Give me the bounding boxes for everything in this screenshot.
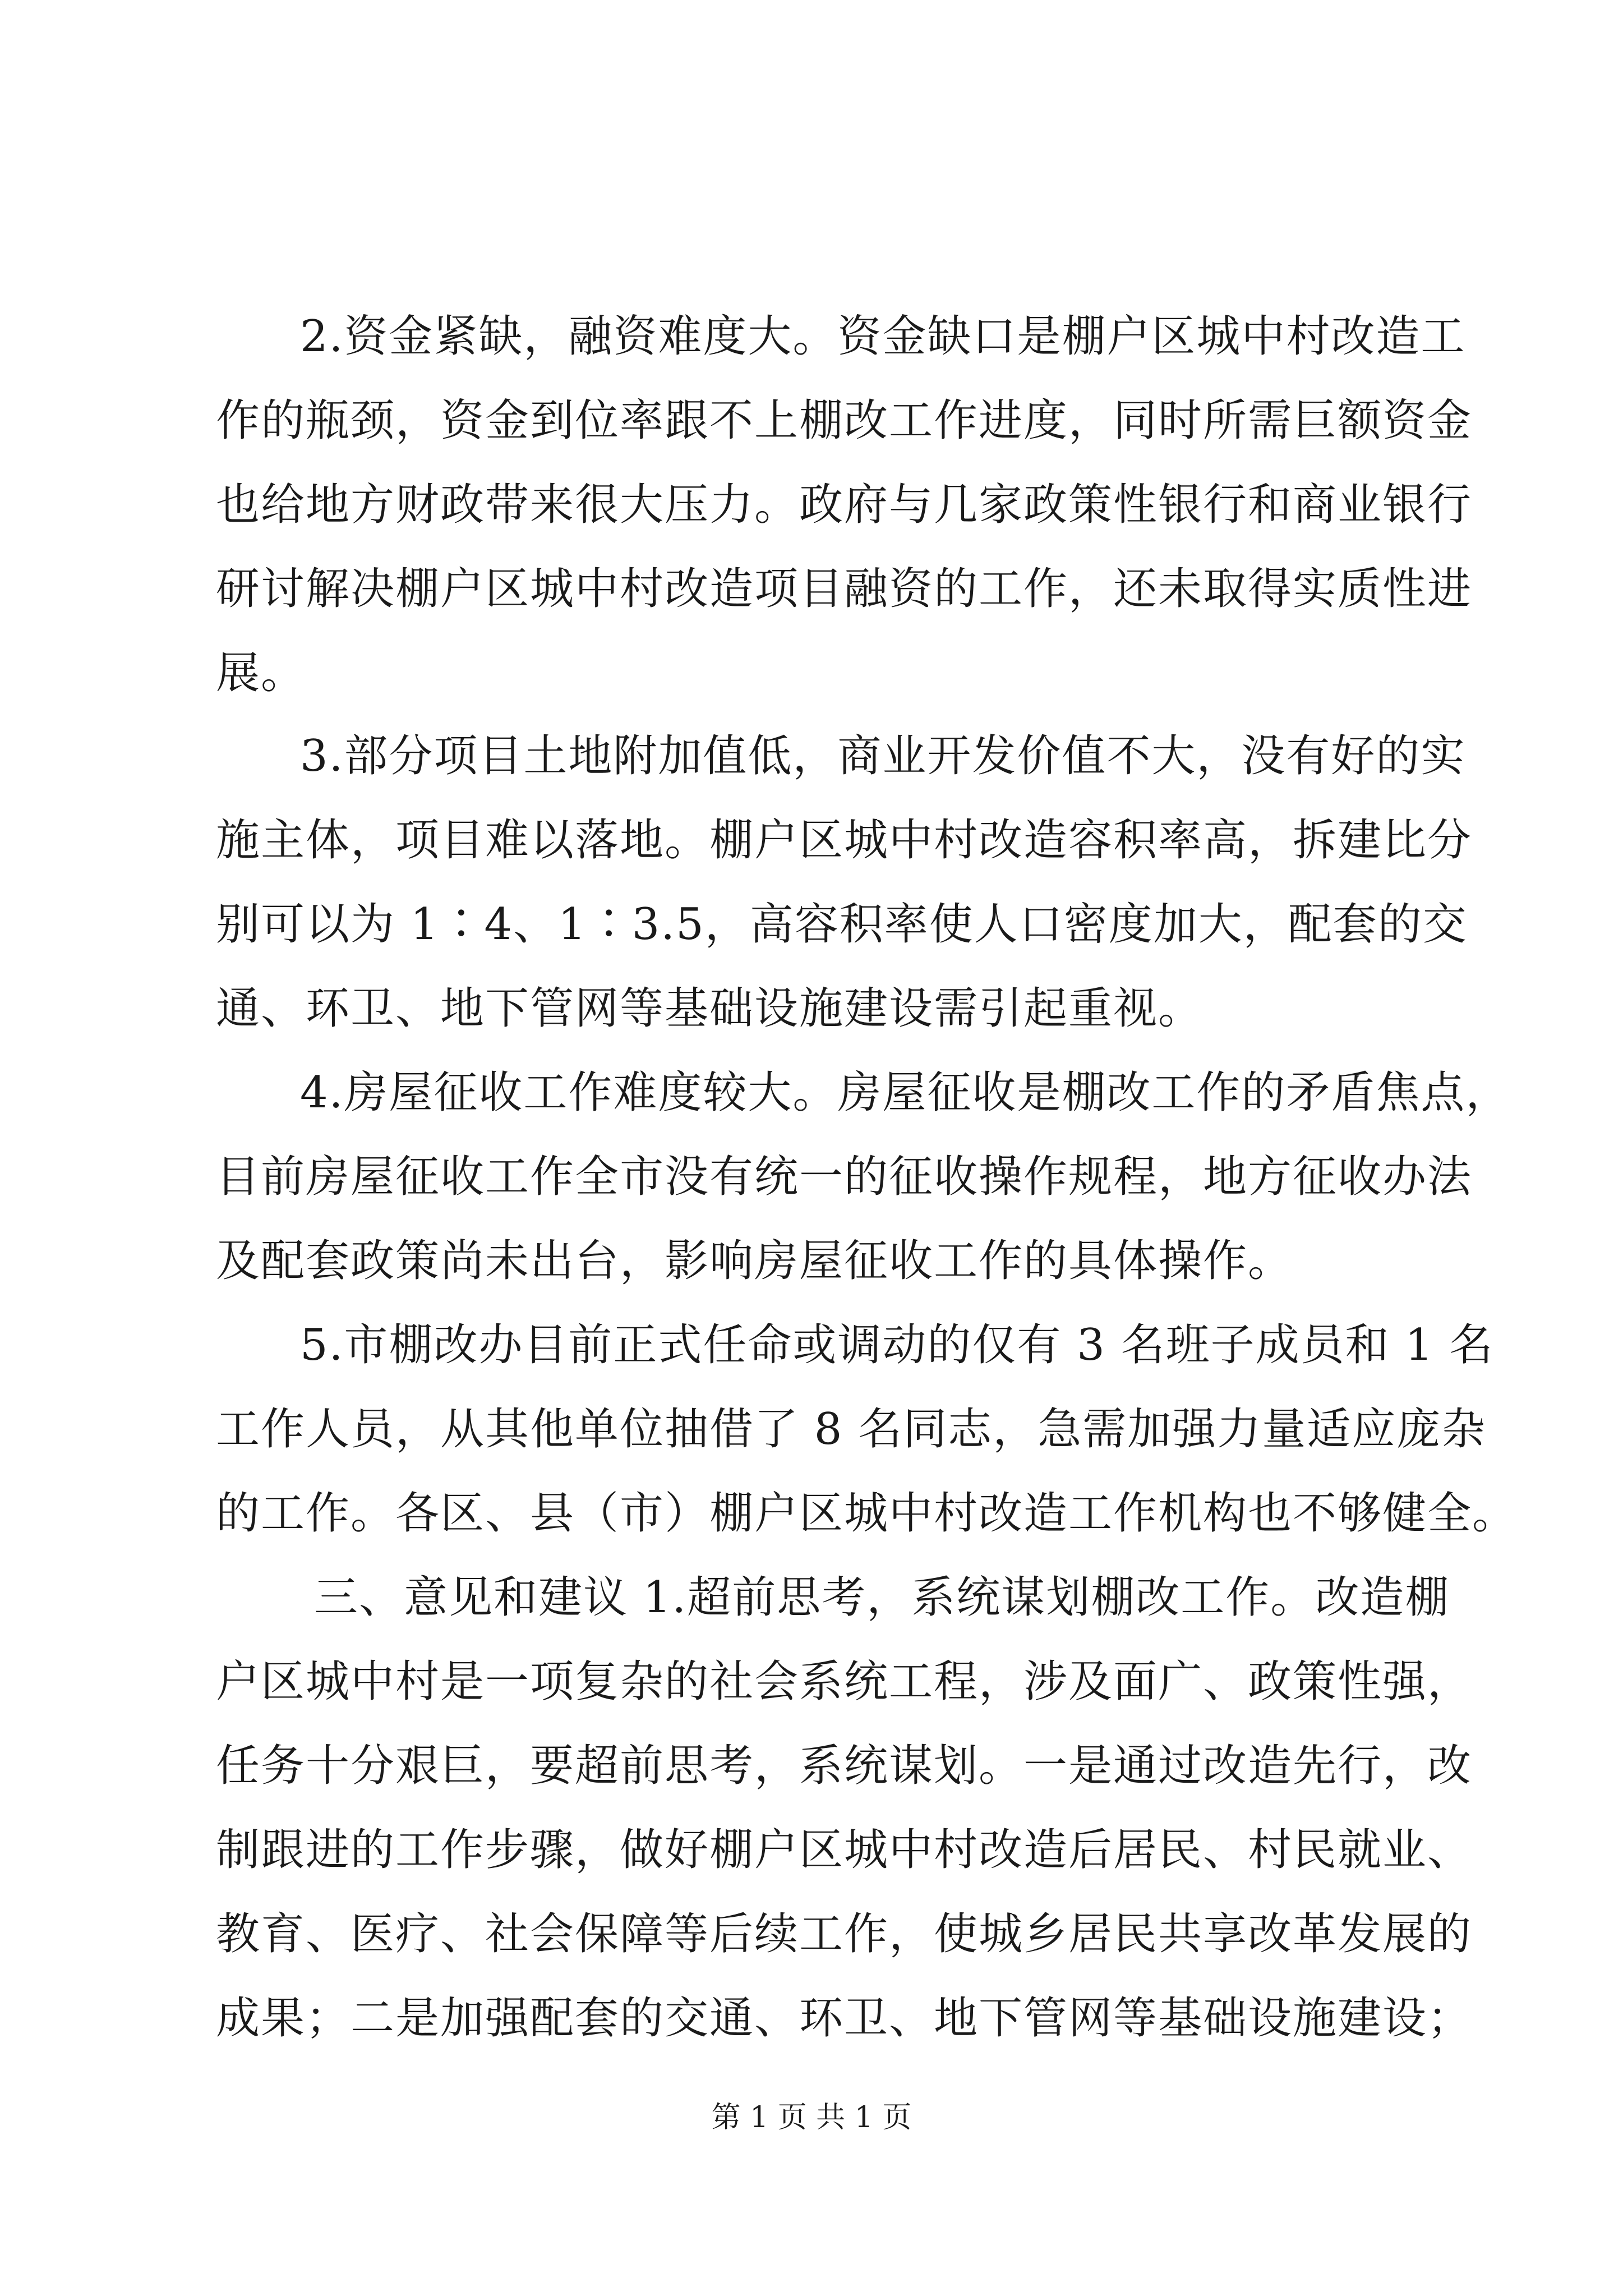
paragraph-2-line-3: 也给地方财政带来很大压力。政府与几家政策性银行和商业银行	[216, 480, 1473, 530]
page-footer: 第 1 页 共 1 页	[711, 2101, 912, 2134]
paragraph-4-line-1: 4.房屋征收工作难度较大。房屋征收是棚改工作的矛盾焦点，	[300, 1068, 1511, 1118]
paragraph-6-line-2: 户区城中村是一项复杂的社会系统工程，涉及面广、政策性强，	[216, 1657, 1473, 1707]
paragraph-6-line-3: 任务十分艰巨，要超前思考，系统谋划。一是通过改造先行，改	[216, 1741, 1473, 1791]
paragraph-5-line-1: 5.市棚改办目前正式任命或调动的仅有 3 名班子成员和 1 名	[300, 1320, 1494, 1370]
paragraph-6-line-4: 制跟进的工作步骤，做好棚户区城中村改造后居民、村民就业、	[216, 1825, 1473, 1875]
paragraph-2-line-1: 2.资金紧缺，融资难度大。资金缺口是棚户区城中村改造工	[300, 311, 1466, 362]
paragraph-6-line-6: 成果；二是加强配套的交通、环卫、地下管网等基础设施建设；	[216, 1993, 1473, 2044]
paragraph-3-line-2: 施主体，项目难以落地。棚户区城中村改造容积率高，拆建比分	[216, 815, 1473, 866]
paragraph-4-line-2: 目前房屋征收工作全市没有统一的征收操作规程，地方征收办法	[216, 1152, 1473, 1202]
paragraph-2-line-5: 展。	[216, 648, 306, 698]
paragraph-5-line-2: 工作人员，从其他单位抽借了 8 名同志，急需加强力量适应庞杂	[216, 1404, 1487, 1455]
paragraph-2-line-2: 作的瓶颈，资金到位率跟不上棚改工作进度，同时所需巨额资金	[216, 395, 1473, 446]
paragraph-6-line-1: 三、意见和建议 1.超前思考，系统谋划棚改工作。改造棚	[314, 1572, 1450, 1623]
paragraph-4-line-3: 及配套政策尚未出台，影响房屋征收工作的具体操作。	[216, 1236, 1293, 1286]
paragraph-3-line-3: 别可以为 1∶4、1∶3.5，高容积率使人口密度加大，配套的交	[216, 899, 1468, 950]
paragraph-3-line-4: 通、环卫、地下管网等基础设施建设需引起重视。	[216, 983, 1204, 1034]
paragraph-5-line-3: 的工作。各区、县（市）棚户区城中村改造工作机构也不够健全。	[216, 1488, 1518, 1539]
paragraph-2-line-4: 研讨解决棚户区城中村改造项目融资的工作，还未取得实质性进	[216, 564, 1473, 614]
paragraph-6-line-5: 教育、医疗、社会保障等后续工作，使城乡居民共享改革发展的	[216, 1909, 1473, 1959]
paragraph-3-line-1: 3.部分项目土地附加值低，商业开发价值不大，没有好的实	[300, 731, 1466, 781]
